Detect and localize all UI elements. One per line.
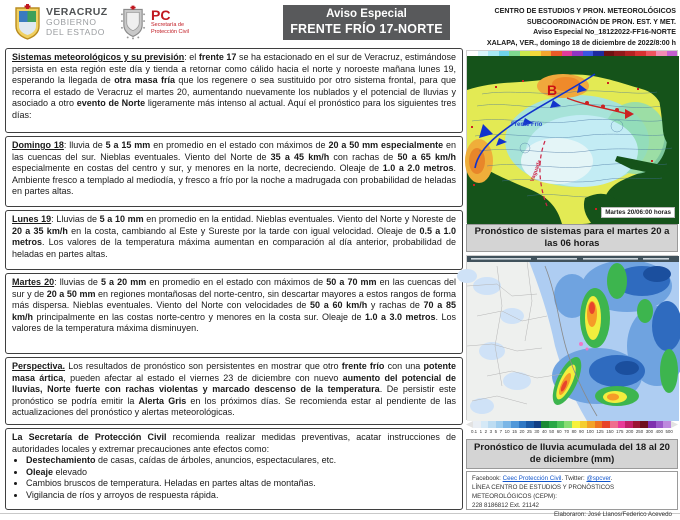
section-domingo-18 bbox=[5, 136, 463, 207]
rain-scale-segment bbox=[519, 421, 527, 428]
scale-tick-label: 10 bbox=[504, 429, 510, 434]
list-item: • Oleaje elevado bbox=[26, 467, 456, 479]
scale-tick-label: 90 bbox=[579, 429, 584, 434]
scale-tick-label: 25 bbox=[526, 429, 532, 434]
rain-scale-segment bbox=[663, 421, 671, 428]
systems-forecast-map bbox=[466, 50, 678, 223]
rain-scale-segment bbox=[557, 421, 565, 428]
rain-scale-segment bbox=[618, 421, 626, 428]
rain-scale-ticks bbox=[466, 429, 678, 434]
scale-tick-label: 300 bbox=[645, 429, 654, 434]
office-line1: CENTRO DE ESTUDIOS Y PRON. METEOROLÓGICOS bbox=[494, 7, 676, 15]
recommendations-list bbox=[12, 455, 456, 501]
scale-tick-label: 30 bbox=[534, 429, 540, 434]
twitter-link[interactable]: @spcver bbox=[586, 475, 611, 482]
facebook-label: Facebook: bbox=[472, 475, 503, 482]
map-timestamp: Martes 20/06:00 horas bbox=[601, 207, 675, 218]
rain-scale-segment bbox=[496, 421, 504, 428]
section-domingo-text: Domingo 18: lluvia de 5 a 15 mm en promedio en el estado con máximos de 20 a 50 mm especialmente en las cuencas del sur. Nieblas eventuales. Viento del Norte de 35 a 45 km/h con rachas de 50 a 65 km/h especialmente en costas del centro y sur, y menores en la norte, decreciendo. Oleaje de 1.0 a 2.0 metros. Ambiente fresco a templado al mediodía, y fresco a frío por la noche a madrugada con probabilidad de heladas en partes altas. bbox=[12, 140, 456, 197]
section-lunes-19 bbox=[5, 210, 463, 270]
section-lunes-text: Lunes 19: Lluvias de 5 a 10 mm en promedio en la entidad. Nieblas eventuales. Viento del Norte y Noreste de 20 a 35 km/h en la costa, cambiando al Este y Sureste por la tarde con igual velocidad. Oleaje de 0.5 a 1.0 metros. Los valores de la temperatura máxima aumentan en comparación al día anterior, probabilidad de heladas en partes altas. bbox=[12, 214, 457, 259]
rain-scale-segment bbox=[633, 421, 641, 428]
cold-front-label: Frente Frío bbox=[511, 122, 543, 128]
scale-tick-label: 40 bbox=[541, 429, 547, 434]
rain-scale-segment bbox=[511, 421, 519, 428]
twitter-label: . Twitter: bbox=[561, 475, 587, 482]
rain-scale-segment bbox=[648, 421, 656, 428]
section-recomendaciones bbox=[5, 428, 463, 510]
section-perspectiva bbox=[5, 357, 463, 425]
rain-scale-segment bbox=[564, 421, 572, 428]
scale-tick-label: 5 bbox=[494, 429, 498, 434]
veracruz-logo-title: VERACRUZ bbox=[46, 6, 108, 19]
scale-tick-label: 100 bbox=[586, 429, 594, 434]
veracruz-logo bbox=[14, 4, 108, 40]
scale-tick-label: 500 bbox=[665, 429, 673, 434]
systems-map-caption-text: Pronóstico de sistemas para el martes 20 a las 06 horas bbox=[474, 226, 670, 249]
footer-social-line bbox=[472, 475, 672, 484]
scale-tick-label: 250 bbox=[635, 429, 644, 434]
rain-map-caption-text: Pronóstico de lluvia acumulada del 18 al 20 de diciembre (mm) bbox=[474, 442, 670, 465]
scale-arrow-right bbox=[671, 421, 678, 428]
scale-arrow-left bbox=[466, 421, 473, 428]
rain-scale-segment bbox=[549, 421, 557, 428]
systems-map-caption bbox=[466, 224, 678, 252]
rain-scale-segment bbox=[595, 421, 603, 428]
scale-tick-label: 125 bbox=[596, 429, 604, 434]
banner-line2: FRENTE FRÍO 17-NORTE bbox=[290, 21, 443, 36]
rain-scale-segment bbox=[481, 421, 489, 428]
scale-tick-label: 150 bbox=[606, 429, 614, 434]
scale-tick-label: 7 bbox=[499, 429, 503, 434]
section-sistemas bbox=[5, 48, 463, 133]
scale-tick-label: 400 bbox=[655, 429, 663, 434]
recommendations-intro: La Secretaría de Protección Civil recomienda realizar medidas preventivas, acatar instrucciones de autoridades locales y extremar precauciones ante efectos como: bbox=[12, 432, 456, 454]
scale-tick-label: 80 bbox=[571, 429, 577, 434]
rain-scale-segment bbox=[656, 421, 664, 428]
advisory-title-banner bbox=[283, 5, 450, 40]
veracruz-logo-sub1: GOBIERNO bbox=[46, 17, 97, 28]
rain-scale-segment bbox=[534, 421, 542, 428]
rain-scale-segment bbox=[526, 421, 534, 428]
office-line4: XALAPA, VER., domingo 18 de diciembre de 2022/8:00 h bbox=[486, 38, 676, 47]
rain-scale-segment bbox=[541, 421, 549, 428]
list-item: • Destechamiento de casas, caídas de árboles, anuncios, espectaculares, etc. bbox=[26, 455, 456, 467]
office-line2: SUBCOORDINACIÓN DE PRON. EST. Y MET. bbox=[526, 17, 676, 26]
issuing-office-block bbox=[452, 6, 676, 49]
section-perspectiva-text: Perspectiva. Los resultados de pronóstico son persistentes en mostrar que otro frente frío con una potente masa ártica, pueden afectar al estado el viernes 23 de diciembre con nuevo aumento del potencial de lluvias, Norte fuerte con rachas violentas y marcado descenso de la temperatura. De persistir este pronóstico se podría emitir la Alerta Gris en los próximos días. Se recomienda estar al pendiente de las actualizaciones del pronóstico y alertas meteorológicas. bbox=[12, 361, 456, 418]
section-martes-text: Martes 20: lluvias de 5 a 20 mm en promedio en el estado con máximos de 50 a 70 mm en las cuencas del sur y de 20 a 50 mm en regiones montañosas del norte-centro, sin descartar mayores a estos rangos de forma más dispersa. Nieblas eventuales. Viento del Norte con velocidades de 50 a 60 km/h y rachas de 70 a 85 km/h principalmente en las costas norte-centro y menores en la costa sur. Oleaje de 1.0 a 3.0 metros. Los valores de la temperatura máxima disminuyen. bbox=[12, 277, 456, 334]
rain-scale-segment bbox=[625, 421, 633, 428]
section-sistemas-text: Sistemas meteorológicos y su previsión: el frente 17 se ha estacionado en el sur de Veracruz, estimándose persista en esta región este día y tienda a retornar como cálido hacia el norte y noroeste mañana lunes 19, esperando la llegada de otra masa fría que los regenere o sea sustituido por otro sistema frontal, para que recorra el estado de Veracruz el martes 20, aumentando nuevamente los nublados y el potencial de lluvias y asociado a otro evento de Norte ligeramente más intenso al actual. Aquí el pronóstico para los siguientes tres días: bbox=[12, 52, 457, 120]
veracruz-shield-icon bbox=[14, 4, 41, 40]
scale-tick-label: 1 bbox=[479, 429, 483, 434]
rain-scale-segment bbox=[610, 421, 618, 428]
rain-scale bbox=[466, 421, 678, 434]
scale-tick-label: 70 bbox=[564, 429, 570, 434]
list-item: • Cambios bruscos de temperatura. Heladas en partes altas de montañas. bbox=[26, 478, 456, 490]
pc-logo-sub1: Secretaría de bbox=[151, 22, 185, 29]
facebook-link[interactable]: Ceec Protección Civil bbox=[502, 475, 562, 482]
scale-tick-label: 3 bbox=[489, 429, 493, 434]
rain-accumulation-chart bbox=[467, 256, 679, 421]
vaguada-label: Vaguada bbox=[529, 159, 544, 183]
section-martes-20 bbox=[5, 273, 463, 354]
pc-logo-sub2: Protección Civil bbox=[151, 29, 189, 35]
banner-line1: Aviso Especial bbox=[326, 8, 407, 21]
pc-logo-abbr: PC bbox=[151, 7, 171, 24]
rain-forecast-map bbox=[466, 255, 678, 420]
footer-phone-line1: LÍNEA CENTRO DE ESTUDIOS Y PRONÓSTICOS METEOROLÓGICOS (CEPM): bbox=[472, 483, 615, 500]
scale-tick-label: 175 bbox=[616, 429, 624, 434]
contact-footer bbox=[466, 471, 678, 518]
gulf-systems-chart bbox=[467, 56, 679, 224]
rain-scale-segment bbox=[640, 421, 648, 428]
proteccion-civil-logo bbox=[120, 4, 189, 40]
footer-credits: Elaboraron: José Llanos/Federico Acevedo bbox=[554, 510, 672, 518]
scale-tick-label: 2 bbox=[484, 429, 488, 434]
low-pressure-symbol: B bbox=[547, 82, 558, 98]
footer-phone-line2: 228 8186812 Ext. 21142 bbox=[472, 501, 539, 509]
scale-tick-label: 200 bbox=[625, 429, 634, 434]
scale-tick-label: 15 bbox=[512, 429, 517, 434]
pc-shield-icon bbox=[120, 4, 146, 40]
footer-end-dot: . bbox=[610, 475, 613, 482]
scale-tick-label: 50 bbox=[549, 429, 555, 434]
rain-scale-bar bbox=[473, 421, 671, 428]
rain-map-caption bbox=[466, 439, 678, 469]
veracruz-logo-sub2: DEL ESTADO bbox=[46, 26, 105, 37]
scale-tick-label: 20 bbox=[519, 429, 525, 434]
office-line3: Aviso Especial No_18122022-FF16-NORTE bbox=[533, 28, 676, 37]
rain-scale-segment bbox=[473, 421, 481, 428]
rain-scale-segment bbox=[503, 421, 511, 428]
rain-scale-segment bbox=[488, 421, 496, 428]
rain-scale-segment bbox=[587, 421, 595, 428]
rain-scale-segment bbox=[602, 421, 610, 428]
rain-scale-segment bbox=[572, 421, 580, 428]
list-item: • Vigilancia de ríos y arroyos de respuesta rápida. bbox=[26, 490, 456, 502]
rain-scale-segment bbox=[580, 421, 588, 428]
scale-tick-label: 0.1 bbox=[471, 429, 478, 434]
scale-tick-label: 60 bbox=[556, 429, 562, 434]
